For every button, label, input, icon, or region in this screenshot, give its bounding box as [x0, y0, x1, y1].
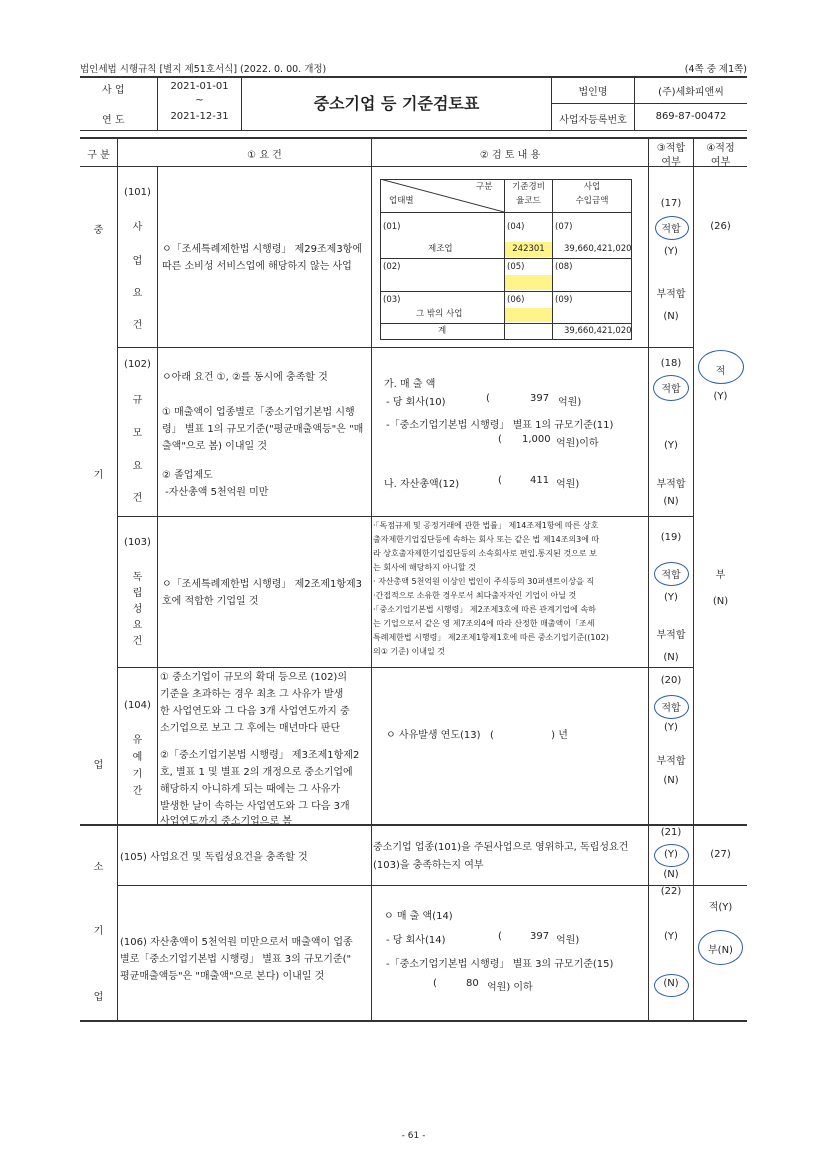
year-label-top: 사 업: [102, 85, 125, 96]
row106-sales-val: 397: [530, 931, 550, 942]
row104-req: 발생한 날이 속하는 사업연도와 그 다음 3개: [160, 801, 350, 812]
row102-fit: 적합: [661, 384, 681, 395]
period-end: 2021-12-31: [170, 111, 229, 122]
row102-unit: 억원)이하: [556, 438, 599, 449]
row102-unfit-n: (N): [663, 496, 679, 507]
row103-review: ·「독점규제 및 공정거래에 관한 법률」 제14조제1항에 따른 상호: [373, 521, 599, 530]
row103-req: ㅇ「조세특례제한법 시행령」 제2조제1항제3: [162, 579, 363, 590]
inner-num: (03): [383, 295, 401, 305]
corp-name-label: 법인명: [578, 87, 608, 98]
row106-std-val: 80: [466, 978, 479, 989]
row106-rev: -「중소기업기본법 시행령」 별표 3의 규모기준(15): [386, 959, 614, 970]
row102-req: -자산총액 5천억원 미만: [162, 487, 269, 498]
period-separator: ~: [195, 95, 204, 106]
row102-unit: 억원): [558, 397, 582, 408]
side-gi: 기: [93, 470, 104, 481]
col-fit2-line2: 여부: [710, 157, 731, 168]
row102-rev: - 당 회사(10): [386, 397, 446, 408]
col-category: 구 분: [87, 150, 110, 161]
row103-review: ·「중소기업기본법 시행령」 제2조제3호에 따른 관계기업에 속하: [373, 605, 596, 614]
row105-fit-y: (Y): [664, 849, 678, 860]
row102-char: 요: [132, 461, 143, 472]
inner-hdr-rev: 수입금액: [575, 196, 609, 206]
row102-paren: (: [498, 475, 502, 486]
row103-review: 특례제한법 시행령」 제2조제1항제1호에 따른 중소기업기준((102): [373, 633, 609, 642]
inner-num: (02): [383, 262, 401, 272]
row101-req-line: ㅇ「조세특례제한법 시행령」 제29조제3항에: [162, 244, 363, 255]
row101-fit-code: (17): [660, 198, 682, 209]
row104-req: 사업연도까지 중소기업으로 봄: [160, 816, 292, 827]
form-reference: 법인세법 시행규칙 [별지 제51호서식] (2022. 0. 00. 개정): [80, 64, 327, 75]
row102-rev: -「중소기업기본법 시행령」 별표 1의 규모기준(11): [386, 420, 614, 431]
side-jung: 중: [93, 225, 104, 236]
row104-char: 간: [132, 786, 143, 797]
row103-req: 호에 적합한 기업일 것: [162, 596, 259, 607]
col-requirement: ① 요 건: [247, 150, 282, 161]
row106-unit: 억원): [556, 935, 580, 946]
row104-req: ① 중소기업이 규모의 확대 등으로 (102)의: [160, 672, 347, 683]
row102-fit-code: (18): [660, 358, 682, 369]
row104-unfit-n: (N): [663, 775, 679, 786]
row103-unfit: 부적합: [656, 630, 686, 641]
row103-fit: 적합: [661, 570, 681, 581]
row104-char: 기: [132, 769, 143, 780]
inner-hdr-code: 율코드: [516, 196, 541, 206]
inner-code: 242301: [512, 244, 545, 254]
row105-review: 중소기업 업종(101)을 주된사업으로 영위하고, 독립성요건: [373, 842, 629, 853]
row103-fit-circle: [654, 562, 689, 586]
row102-asset-val: 411: [530, 475, 550, 486]
col-fit2-line1: ④적정: [706, 143, 735, 154]
row103-unfit-n: (N): [663, 652, 679, 663]
row103-review: 는 기업으로서 같은 영 제7조의4에 따라 산정한 매출액이「조세: [373, 619, 595, 628]
row105-fit-code: (21): [660, 827, 682, 838]
overall-unfit-n-106: 부(N): [708, 945, 733, 956]
row106-req: 별로「중소기업기본법 시행령」 별표 3의 규모기준(": [120, 954, 352, 965]
row104-review: ㅇ 사유발생 연도(13) ( ) 년: [386, 730, 568, 741]
side-gi2: 기: [93, 926, 104, 937]
row104-fit-code: (20): [660, 675, 682, 686]
row101-fit-y: (Y): [664, 246, 678, 257]
side-so: 소: [93, 862, 104, 873]
row102-req: 출액"으로 봄) 이내일 것: [162, 441, 267, 452]
row103-fit-code: (19): [660, 532, 682, 543]
row104-req: 기준을 초과하는 경우 최초 그 사유가 발생: [160, 689, 344, 700]
row102-char: 규: [132, 395, 143, 406]
row101-req-line: 따른 소비성 서비스업에 해당하지 않는 사업: [162, 261, 352, 272]
inner-biz-name: 그 밖의 사업: [416, 309, 463, 319]
row102-fit-y: (Y): [664, 440, 678, 451]
row102-sales-val: 397: [530, 393, 550, 404]
row103-char: 립: [132, 588, 143, 599]
row102-rev: 나. 자산총액(12): [384, 479, 460, 490]
inner-amount: 39,660,421,020: [564, 244, 632, 254]
inner-num: (05): [507, 262, 525, 272]
inner-num: (06): [507, 295, 525, 305]
row103-char: 성: [132, 604, 143, 615]
row102-char: 건: [132, 493, 143, 504]
row106-rev: - 당 회사(14): [386, 935, 446, 946]
row104-fit-y: (Y): [664, 722, 678, 733]
row104-char: 예: [132, 752, 143, 763]
row104-unfit: 부적합: [656, 756, 686, 767]
inner-num: (04): [507, 222, 525, 232]
row101-unfit: 부적합: [656, 289, 686, 300]
side-eop2: 업: [93, 992, 104, 1003]
row106-fit-y: (Y): [664, 931, 678, 942]
row101-char: 건: [132, 320, 143, 331]
row106-fit-code: (22): [660, 886, 682, 897]
row102-fit-circle: [653, 375, 689, 401]
row104-req: 소기업으로 보고 그 후에는 매년마다 판단: [160, 723, 341, 734]
inner-num: (07): [555, 222, 573, 232]
inner-sum-label: 계: [438, 326, 447, 336]
row104-fit-circle: [654, 695, 689, 719]
inner-hdr-code: 기준경비: [512, 182, 545, 192]
row102-unit: 억원): [556, 479, 580, 490]
side-eop: 업: [93, 760, 104, 771]
year-label-bottom: 연 도: [102, 115, 125, 126]
row103-review: 라 상호출자제한기업집단등의 소속회사로 편입.통지된 것으로 보: [373, 549, 597, 558]
document-title: 중소기업 등 기준검토표: [313, 94, 480, 113]
row101-code: (101): [124, 187, 151, 198]
overall-code-27: (27): [710, 849, 731, 860]
row105-unfit-n: (N): [663, 869, 679, 880]
row103-review: 출자제한기업집단등에 속하는 회사 또는 같은 법 제14조의3에 따: [373, 535, 600, 544]
row106-req: 평균매출액등"은 "매출액"으로 본다) 이내일 것: [120, 971, 325, 982]
row105-fit-circle: [654, 844, 689, 867]
row102-char: 모: [132, 428, 143, 439]
row106-req: (106) 자산총액이 5천억원 미만으로서 매출액이 업종: [120, 937, 353, 948]
inner-num: (09): [555, 295, 573, 305]
row103-code: (103): [124, 537, 151, 548]
row105-review: (103)을 충족하는지 여부: [373, 860, 484, 871]
inner-hdr-type: 업태별: [389, 196, 414, 206]
row103-review: ·간접적으로 소유한 경우로서 최다출자자인 기업이 아닐 것: [373, 591, 577, 600]
row106-paren: (: [498, 931, 502, 942]
overall-fit-y-106: 적(Y): [708, 902, 733, 913]
row101-unfit-n: (N): [663, 311, 679, 322]
row106-unfit-circle: [654, 974, 689, 997]
col-fit-line1: ③적합: [656, 143, 686, 154]
row104-code: (104): [124, 700, 151, 711]
inner-num: (08): [555, 262, 573, 272]
overall-fit-y: (Y): [713, 391, 728, 402]
reg-no-label: 사업자등록번호: [559, 115, 627, 126]
overall-fit-circle: [698, 350, 744, 384]
row104-req: 해당하지 아니하게 되는 때에는 그 사유가: [160, 784, 341, 795]
row101-char: 사: [132, 222, 143, 233]
row103-char: 요: [132, 620, 143, 631]
row104-req: 한 사업연도와 그 다음 3개 사업연도까지 중: [160, 706, 350, 717]
row103-review: 의① 기준) 이내일 것: [373, 647, 446, 656]
row102-req: ① 매출액이 업종별로「중소기업기본법 시행: [162, 407, 355, 418]
row101-char: 업: [132, 256, 143, 267]
overall-fit: 적: [715, 366, 726, 377]
row105-req: (105) 사업요건 및 독립성요건을 충족할 것: [120, 852, 308, 863]
row103-char: 독: [132, 572, 143, 583]
row106-rev: ㅇ 매 출 액(14): [384, 911, 453, 922]
overall-unfit-n: (N): [712, 596, 729, 607]
row104-req: ②「중소기업기본법 시행령」 제3조제1항제2: [160, 750, 360, 761]
row104-req: 호, 별표 1 및 별표 2의 개정으로 중소기업에: [160, 767, 353, 778]
period-start: 2021-01-01: [170, 81, 229, 92]
row102-code: (102): [124, 359, 151, 370]
inner-sum: 39,660,421,020: [564, 326, 632, 336]
inner-hdr-rev: 사업: [583, 182, 601, 192]
row106-unfit-n: (N): [663, 978, 679, 989]
row102-unfit: 부적합: [656, 479, 686, 490]
page-number: - 61 -: [401, 1131, 426, 1141]
row106-unit: 억원) 이하: [487, 982, 533, 993]
row102-req: 령」 별표 1의 규모기준("평균매출액등"은 "매: [162, 424, 364, 435]
row103-review: · 자산총액 5천억원 이상인 법인이 주식등의 30퍼센트이상을 직: [373, 577, 595, 586]
inner-hdr-div: 구분: [476, 182, 493, 192]
row103-review: 는 회사에 해당하지 아니할 것: [373, 563, 476, 572]
row102-paren: (: [498, 434, 502, 445]
corp-name: (주)세화피앤씨: [658, 87, 724, 98]
row101-char: 요: [132, 288, 143, 299]
row102-req: ㅇ아래 요건 ①, ②를 동시에 충족할 것: [162, 372, 328, 383]
row102-paren: (: [486, 393, 490, 404]
overall-code-26: (26): [710, 221, 731, 232]
row104-fit: 적합: [661, 703, 681, 714]
overall-unfit: 부: [715, 570, 726, 581]
reg-no: 869-87-00472: [655, 111, 727, 122]
inner-num: (01): [383, 222, 401, 232]
row102-req: ② 졸업제도: [162, 470, 213, 481]
col-fit-line2: 여부: [661, 157, 681, 168]
row103-fit-y: (Y): [664, 592, 678, 603]
page-of-pages: (4쪽 중 제1쪽): [684, 64, 747, 75]
inner-biz-name: 제조업: [428, 244, 453, 254]
row103-char: 건: [132, 636, 143, 647]
row102-rev: 가. 매 출 액: [384, 379, 436, 390]
row102-std-val: 1,000: [522, 434, 551, 445]
col-review: ② 검 토 내 용: [479, 150, 541, 161]
row106-paren: (: [433, 978, 437, 989]
row101-fit-circle: [655, 216, 689, 240]
overall-unfit-circle: [698, 930, 743, 965]
row104-char: 유: [132, 735, 143, 746]
row101-fit: 적합: [661, 224, 681, 235]
